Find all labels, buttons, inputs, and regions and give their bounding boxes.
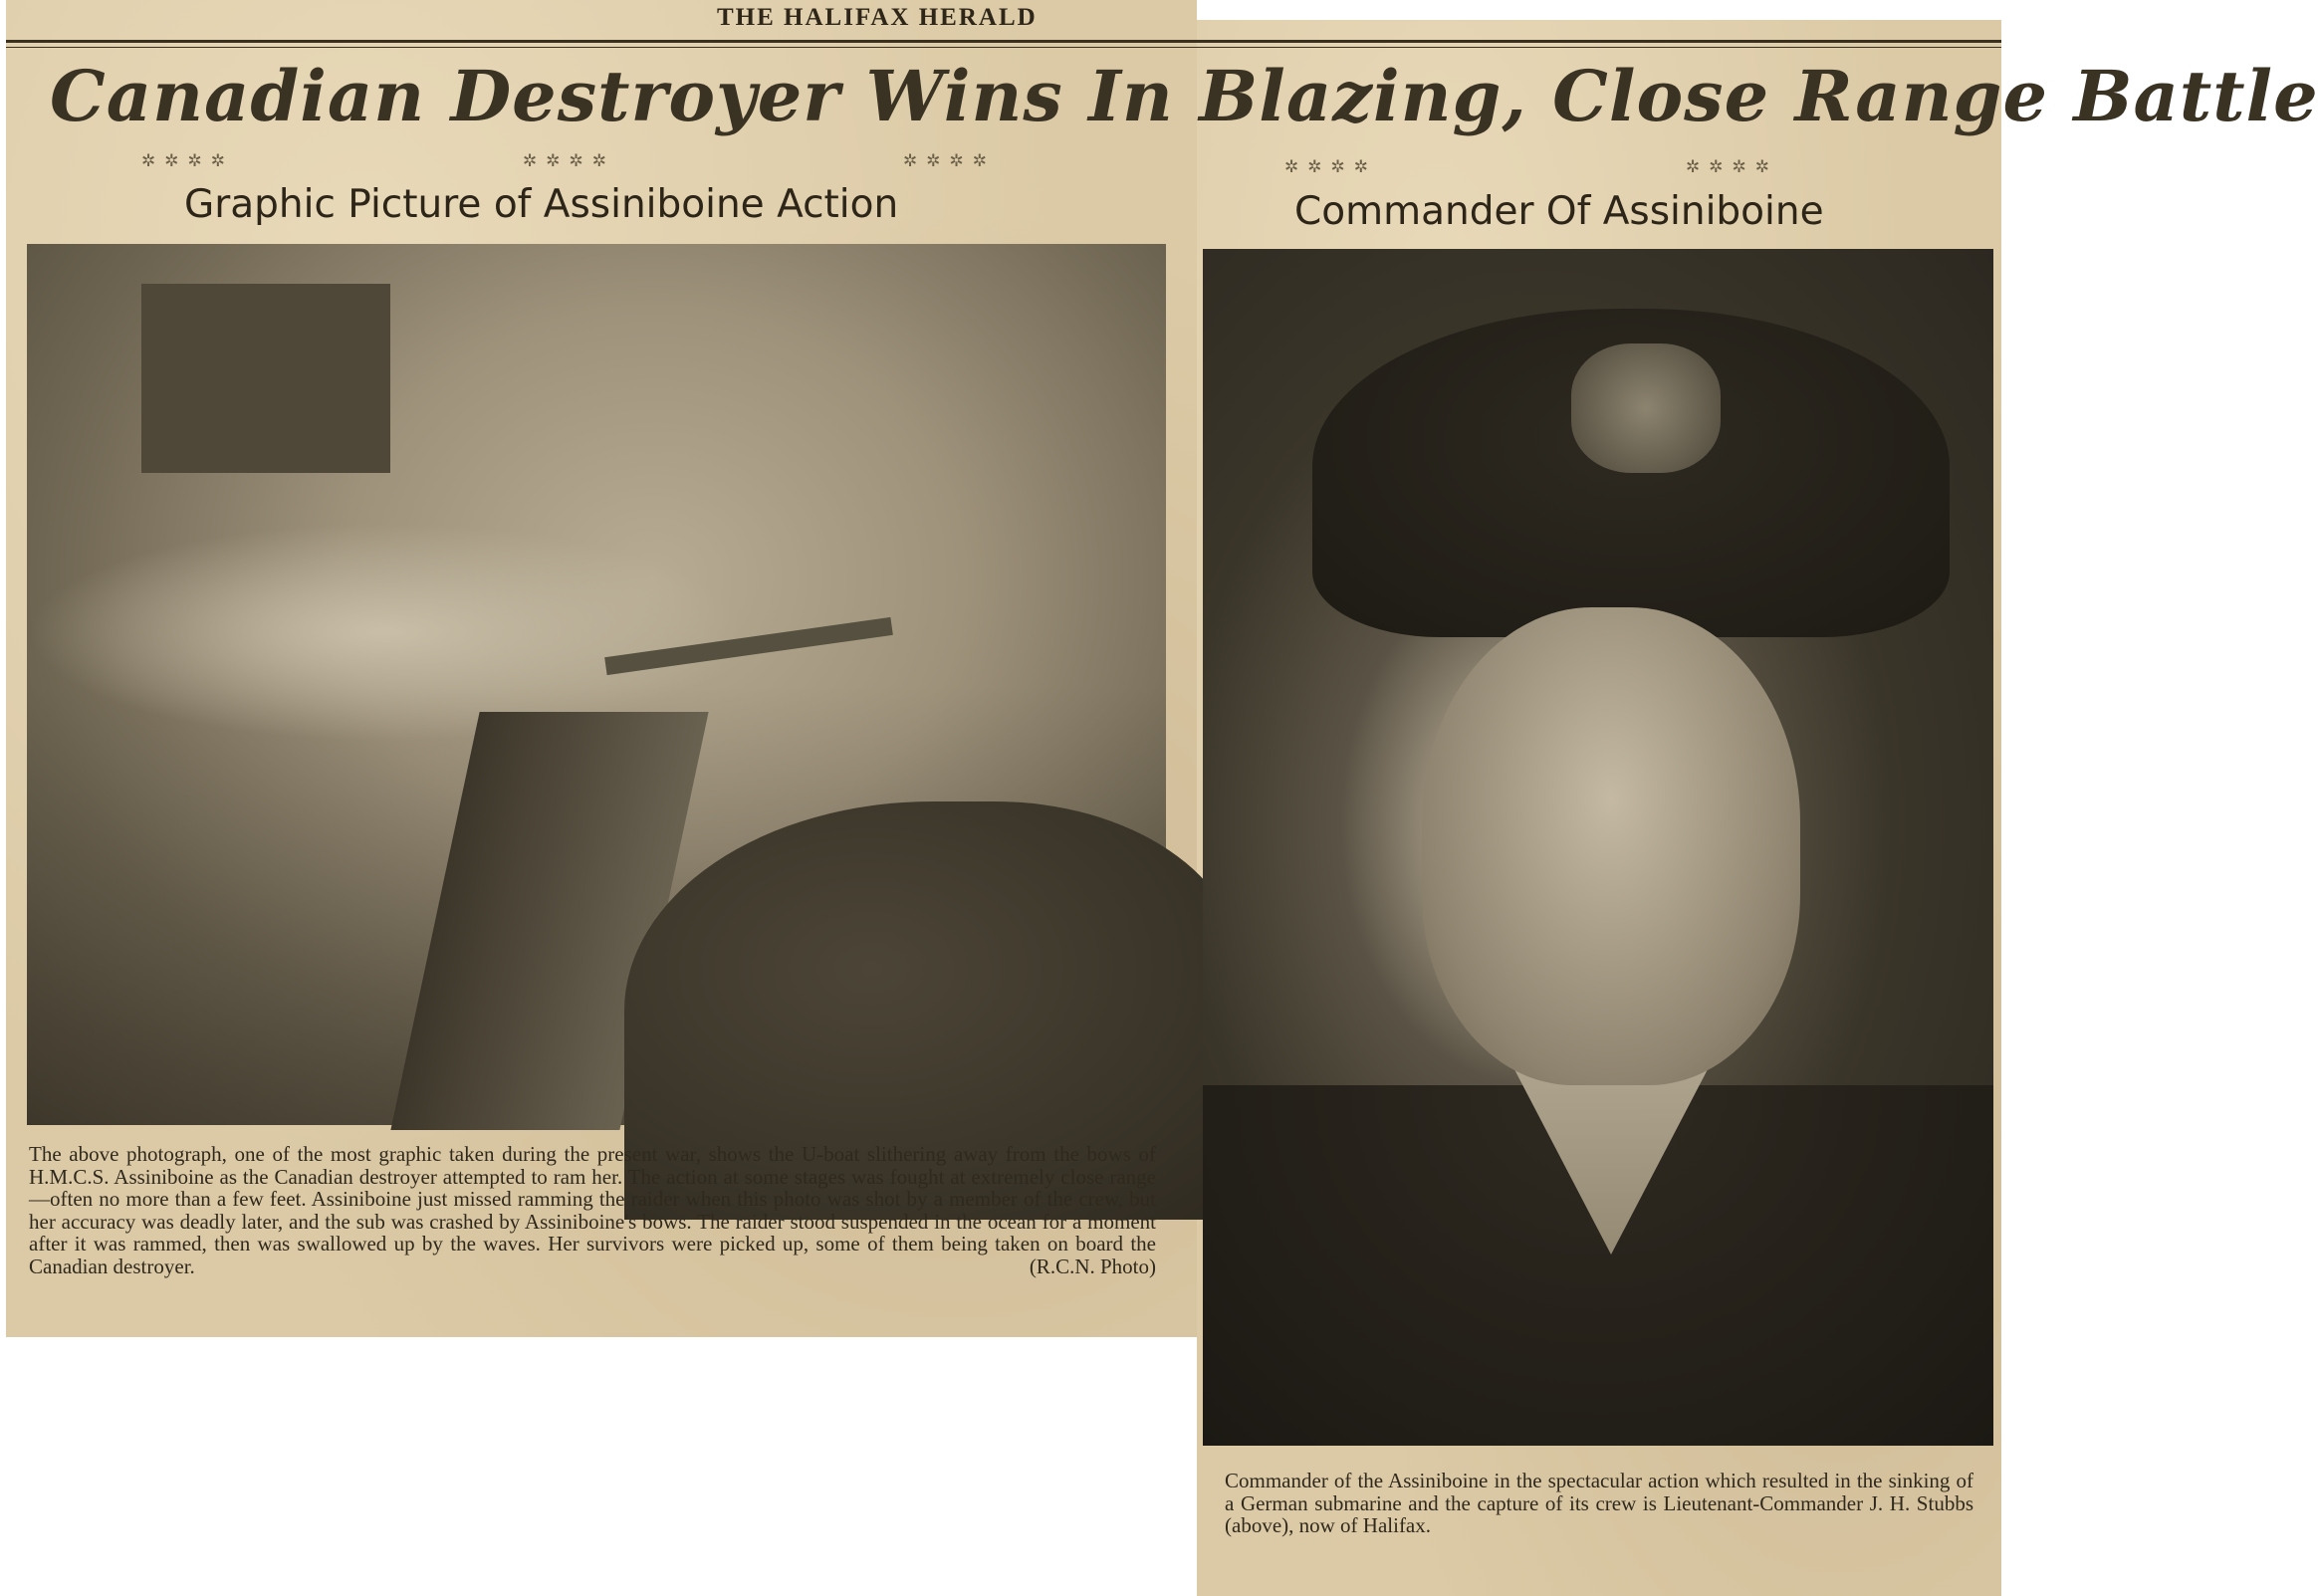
commander-portrait-photo xyxy=(1203,249,1993,1446)
left-subhead: Graphic Picture of Assiniboine Action xyxy=(184,182,899,227)
headline: Canadian Destroyer Wins In Blazing, Close Range Battle xyxy=(50,55,2319,137)
portrait-cap-badge xyxy=(1571,343,1721,473)
ornament-stars: ✲✲✲✲ xyxy=(903,151,996,171)
ornament-stars: ✲✲✲✲ xyxy=(141,151,234,171)
photo-superstructure xyxy=(141,284,390,473)
left-caption-text: The above photograph, one of the most graphic taken during the present war, shows the U-boat slithering away from the bows of H.M.C.S. Assiniboine as the Canadian destroyer attempted to ram her. The action at some stages was fought at extremely close range—often no more than a few feet. Assiniboine just missed ramming the raider when this photo was shot by a member of the crew, but her accuracy was deadly later, and the sub was crashed by Assiniboine's bows. The raider stood suspended in the ocean for a moment after it was rammed, then was swallowed up by the waves. Her survivors were picked up, some of them being taken on board the Canadian destroyer. xyxy=(29,1142,1156,1278)
right-caption: Commander of the Assiniboine in the spectacular action which resulted in the sinking of a German submarine and the capture of its crew is Lieutenant-Commander J. H. Stubbs (above), now of Halifax. xyxy=(1225,1469,1973,1537)
ornament-stars: ✲✲✲✲ xyxy=(1284,157,1377,177)
portrait-face xyxy=(1422,607,1800,1085)
ornament-stars: ✲✲✲✲ xyxy=(1686,157,1778,177)
masthead-rule xyxy=(6,40,2001,48)
photo-credit: (R.C.N. Photo) xyxy=(1029,1254,1156,1278)
photo-spray xyxy=(27,523,744,742)
right-subhead: Commander Of Assiniboine xyxy=(1294,189,1824,234)
left-caption xyxy=(29,1143,1156,1277)
masthead: THE HALIFAX HERALD xyxy=(717,4,1038,31)
ornament-stars: ✲✲✲✲ xyxy=(523,151,615,171)
destroyer-action-photo xyxy=(27,244,1166,1125)
